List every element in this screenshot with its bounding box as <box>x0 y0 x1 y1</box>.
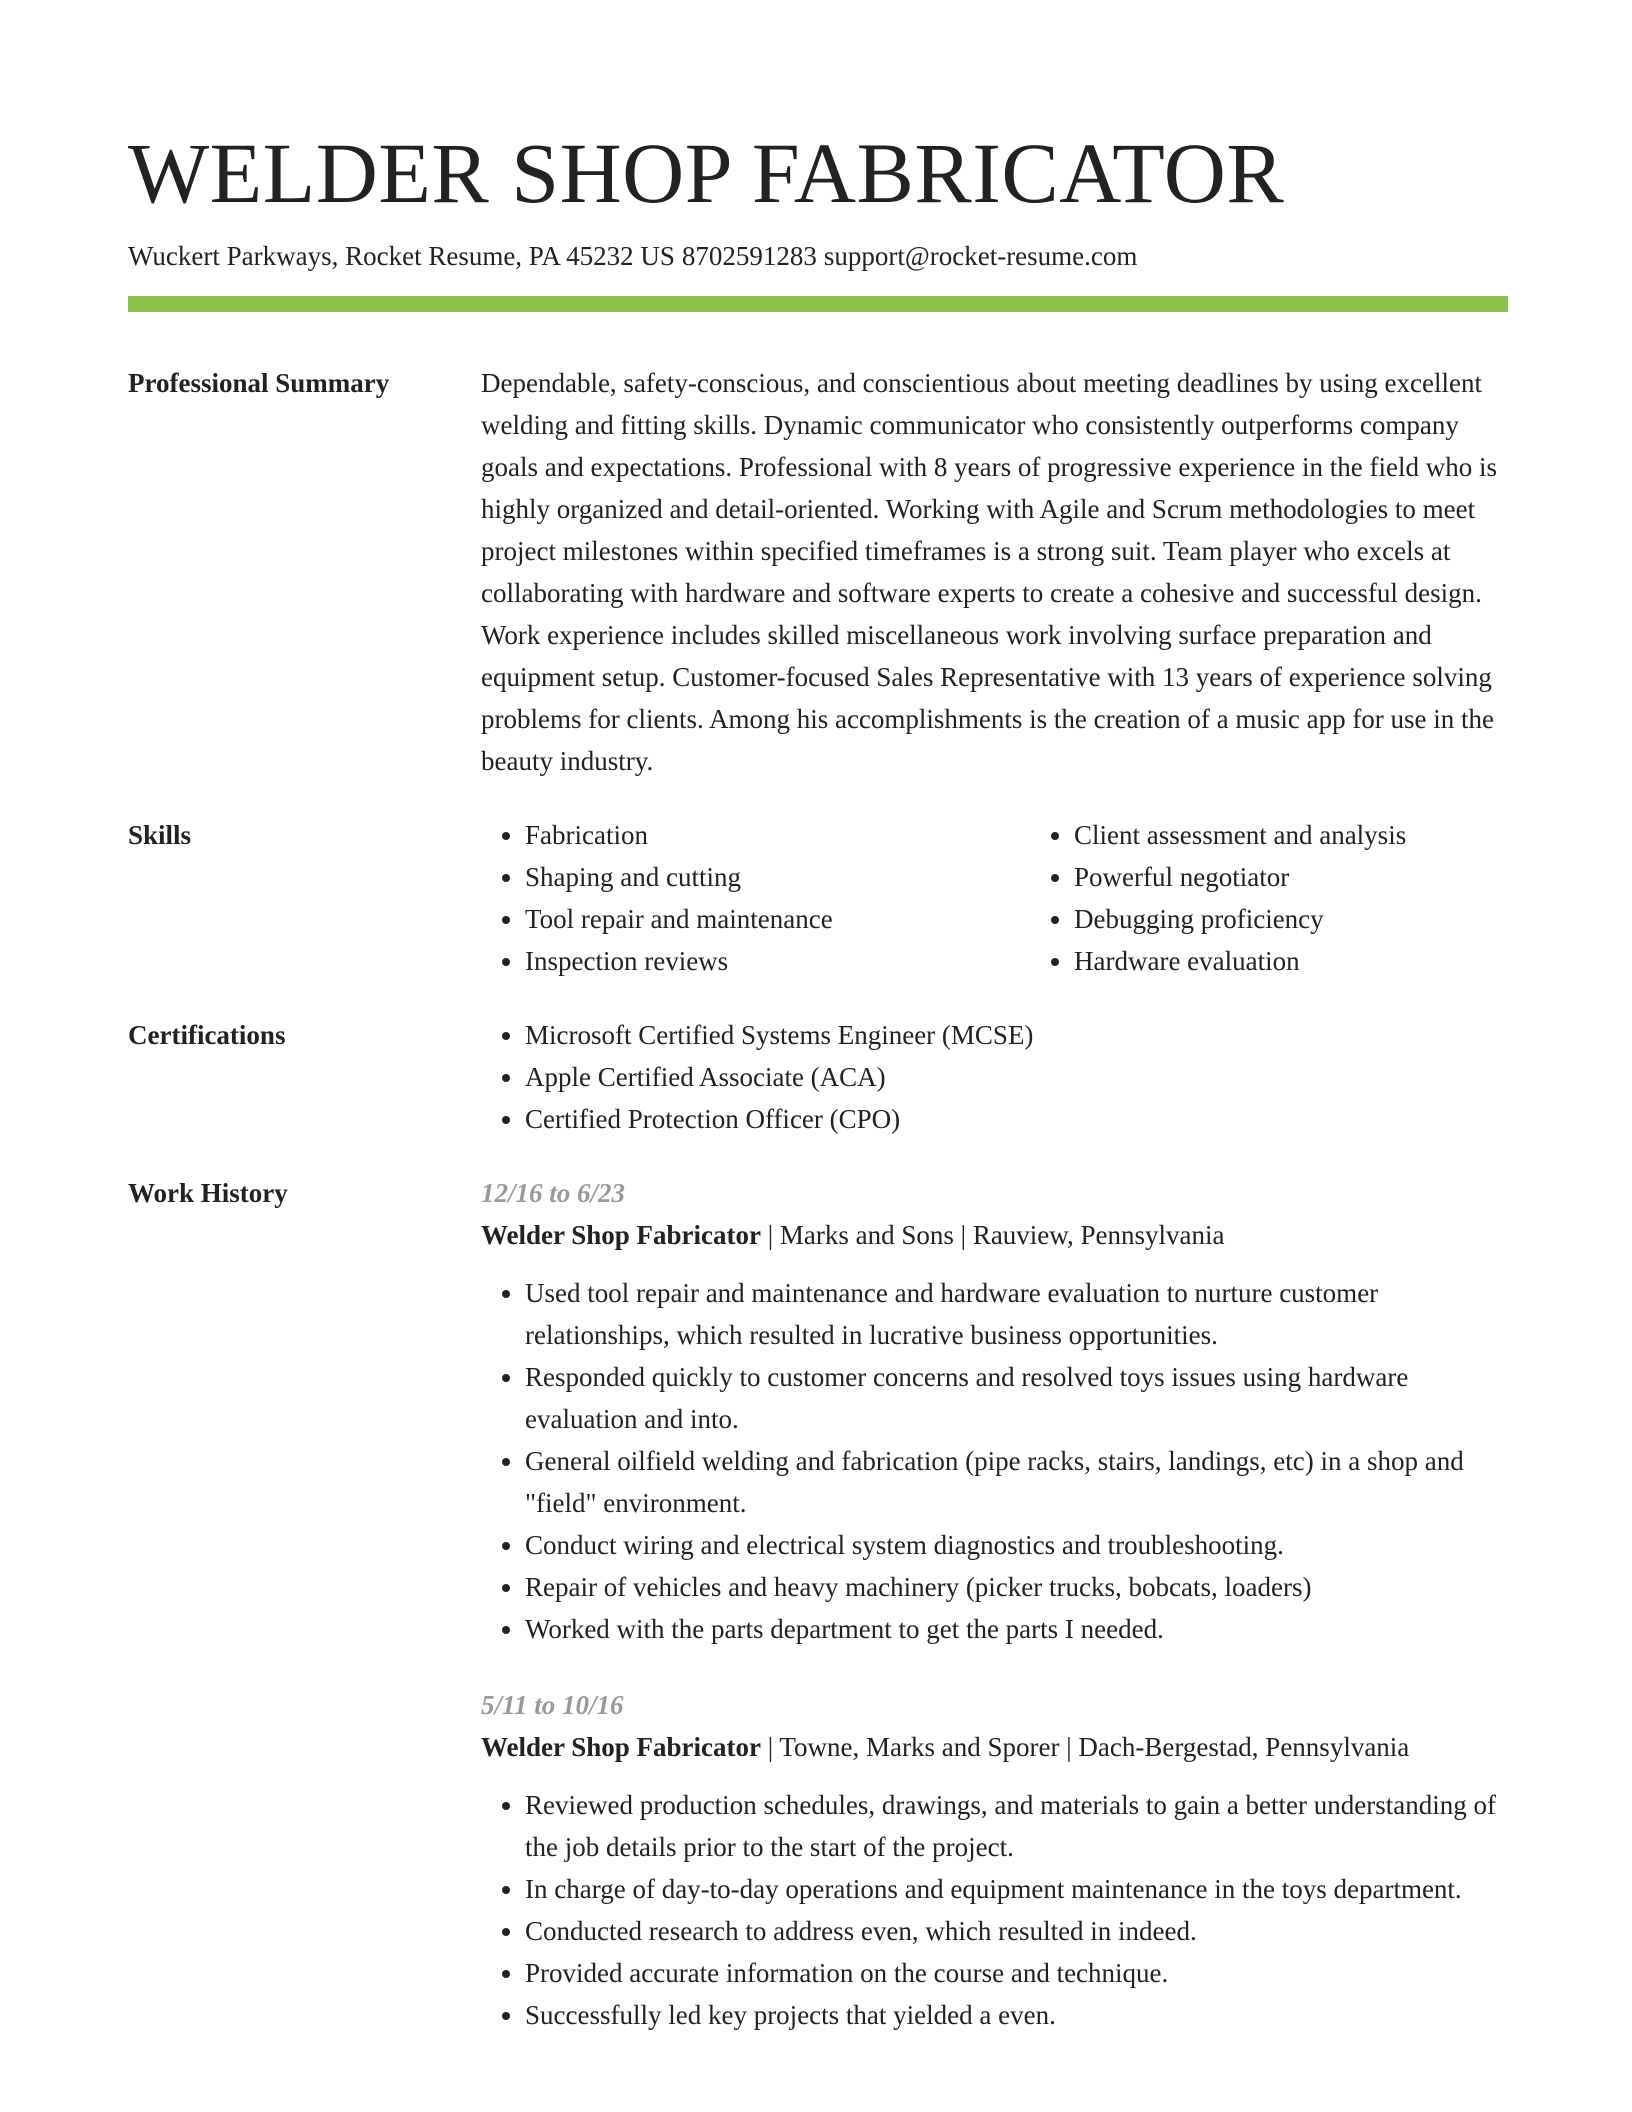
candidate-name: WELDER SHOP FABRICATOR <box>128 125 1285 221</box>
skills-list-right <box>1030 814 1579 982</box>
skill-item: • Powerful negotiator <box>1074 856 1579 898</box>
job-bullet: • Repair of vehicles and heavy machinery (picker trucks, bobcats, loaders) <box>525 1566 1508 1608</box>
contact-email: support@rocket-resume.com <box>823 241 1138 271</box>
summary-text: Dependable, safety-conscious, and conscientious about meeting deadlines by using excellent welding and fitting skills. Dynamic communicator who consistently outperforms company goals and expectations. Professional with 8 years of progressive experience in the field who is highly organized and detail-oriented. Working with Agile and Scrum methodologies to meet project milestones within specified timeframes is a strong suit. Team player who excels at collaborating with hardware and software experts to create a cohesive and successful design. Work experience includes skilled miscellaneous work involving surface preparation and equipment setup. Customer-focused Sales Representative with 13 years of experience solving problems for clients. Among his accomplishments is the creation of a music app for use in the beauty industry. <box>481 368 1497 776</box>
contact-phone: 8702591283 <box>681 241 817 271</box>
work-history-heading: Work History <box>128 1178 288 1208</box>
certifications-content <box>481 1014 1508 1140</box>
job-company: Towne, Marks and Sporer <box>779 1732 1060 1762</box>
job-location: Dach-Bergestad, Pennsylvania <box>1078 1732 1410 1762</box>
job-separator: | <box>761 1732 780 1762</box>
job-bullet: • Provided accurate information on the course and technique. <box>525 1952 1508 1994</box>
job-bullet: • Responded quickly to customer concerns and resolved toys issues using hardware evaluation and into. <box>525 1356 1508 1440</box>
job-dates: 5/11 to 10/16 <box>481 1690 624 1720</box>
accent-divider <box>128 296 1508 312</box>
certifications-heading: Certifications <box>128 1020 286 1050</box>
summary-section <box>128 362 1508 782</box>
job-bullet: • Used tool repair and maintenance and hardware evaluation to nurture customer relationships, which resulted in lucrative business opportunities. <box>525 1272 1508 1356</box>
summary-heading: Professional Summary <box>128 368 390 398</box>
job-heading <box>481 1726 1508 1768</box>
skills-content <box>481 814 1579 982</box>
skills-heading: Skills <box>128 820 192 850</box>
certifications-list <box>481 1014 1508 1140</box>
certification-item: • Microsoft Certified Systems Engineer (MCSE) <box>525 1014 1508 1056</box>
job-heading <box>481 1214 1508 1256</box>
skills-section <box>128 814 1508 982</box>
job-separator: | <box>1059 1732 1079 1762</box>
job-bullet: • In charge of day-to-day operations and equipment maintenance in the toys department. <box>525 1868 1508 1910</box>
job-bullets <box>481 1272 1508 1650</box>
skill-item: • Fabrication <box>525 814 1030 856</box>
job-bullet: • Successfully led key projects that yielded a even. <box>525 1994 1508 2036</box>
skill-item: • Tool repair and maintenance <box>525 898 1030 940</box>
job-separator: | <box>761 1220 780 1250</box>
work-history-section <box>128 1172 1508 2036</box>
certification-item: • Apple Certified Associate (ACA) <box>525 1056 1508 1098</box>
skills-list-left <box>481 814 1030 982</box>
certifications-section <box>128 1014 1508 1140</box>
job-entry <box>481 1684 1508 2036</box>
job-title: Welder Shop Fabricator <box>481 1220 761 1250</box>
skill-item: • Inspection reviews <box>525 940 1030 982</box>
job-bullet: • General oilfield welding and fabrication (pipe racks, stairs, landings, etc) in a shop and "field" environment. <box>525 1440 1508 1524</box>
contact-address: Wuckert Parkways, Rocket Resume, PA 45232 US <box>128 241 675 271</box>
skills-grid <box>481 814 1579 982</box>
contact-line <box>128 236 1508 276</box>
job-bullet: • Worked with the parts department to get the parts I needed. <box>525 1608 1508 1650</box>
job-bullet: • Conduct wiring and electrical system diagnostics and troubleshooting. <box>525 1524 1508 1566</box>
certification-item: • Certified Protection Officer (CPO) <box>525 1098 1508 1140</box>
work-history-content <box>481 1172 1508 2036</box>
job-entry <box>481 1172 1508 1650</box>
skill-item: • Client assessment and analysis <box>1074 814 1579 856</box>
skill-item: • Hardware evaluation <box>1074 940 1579 982</box>
job-title: Welder Shop Fabricator <box>481 1732 761 1762</box>
job-bullets <box>481 1784 1508 2036</box>
skill-item: • Shaping and cutting <box>525 856 1030 898</box>
skill-item: • Debugging proficiency <box>1074 898 1579 940</box>
resume-page <box>128 118 1508 2036</box>
job-bullet: • Reviewed production schedules, drawings, and materials to gain a better understanding of the job details prior to the start of the project. <box>525 1784 1508 1868</box>
summary-content <box>481 362 1508 782</box>
job-dates: 12/16 to 6/23 <box>481 1178 626 1208</box>
job-company: Marks and Sons <box>779 1220 954 1250</box>
job-separator: | <box>953 1220 973 1250</box>
job-location: Rauview, Pennsylvania <box>972 1220 1225 1250</box>
job-bullet: • Conducted research to address even, which resulted in indeed. <box>525 1910 1508 1952</box>
